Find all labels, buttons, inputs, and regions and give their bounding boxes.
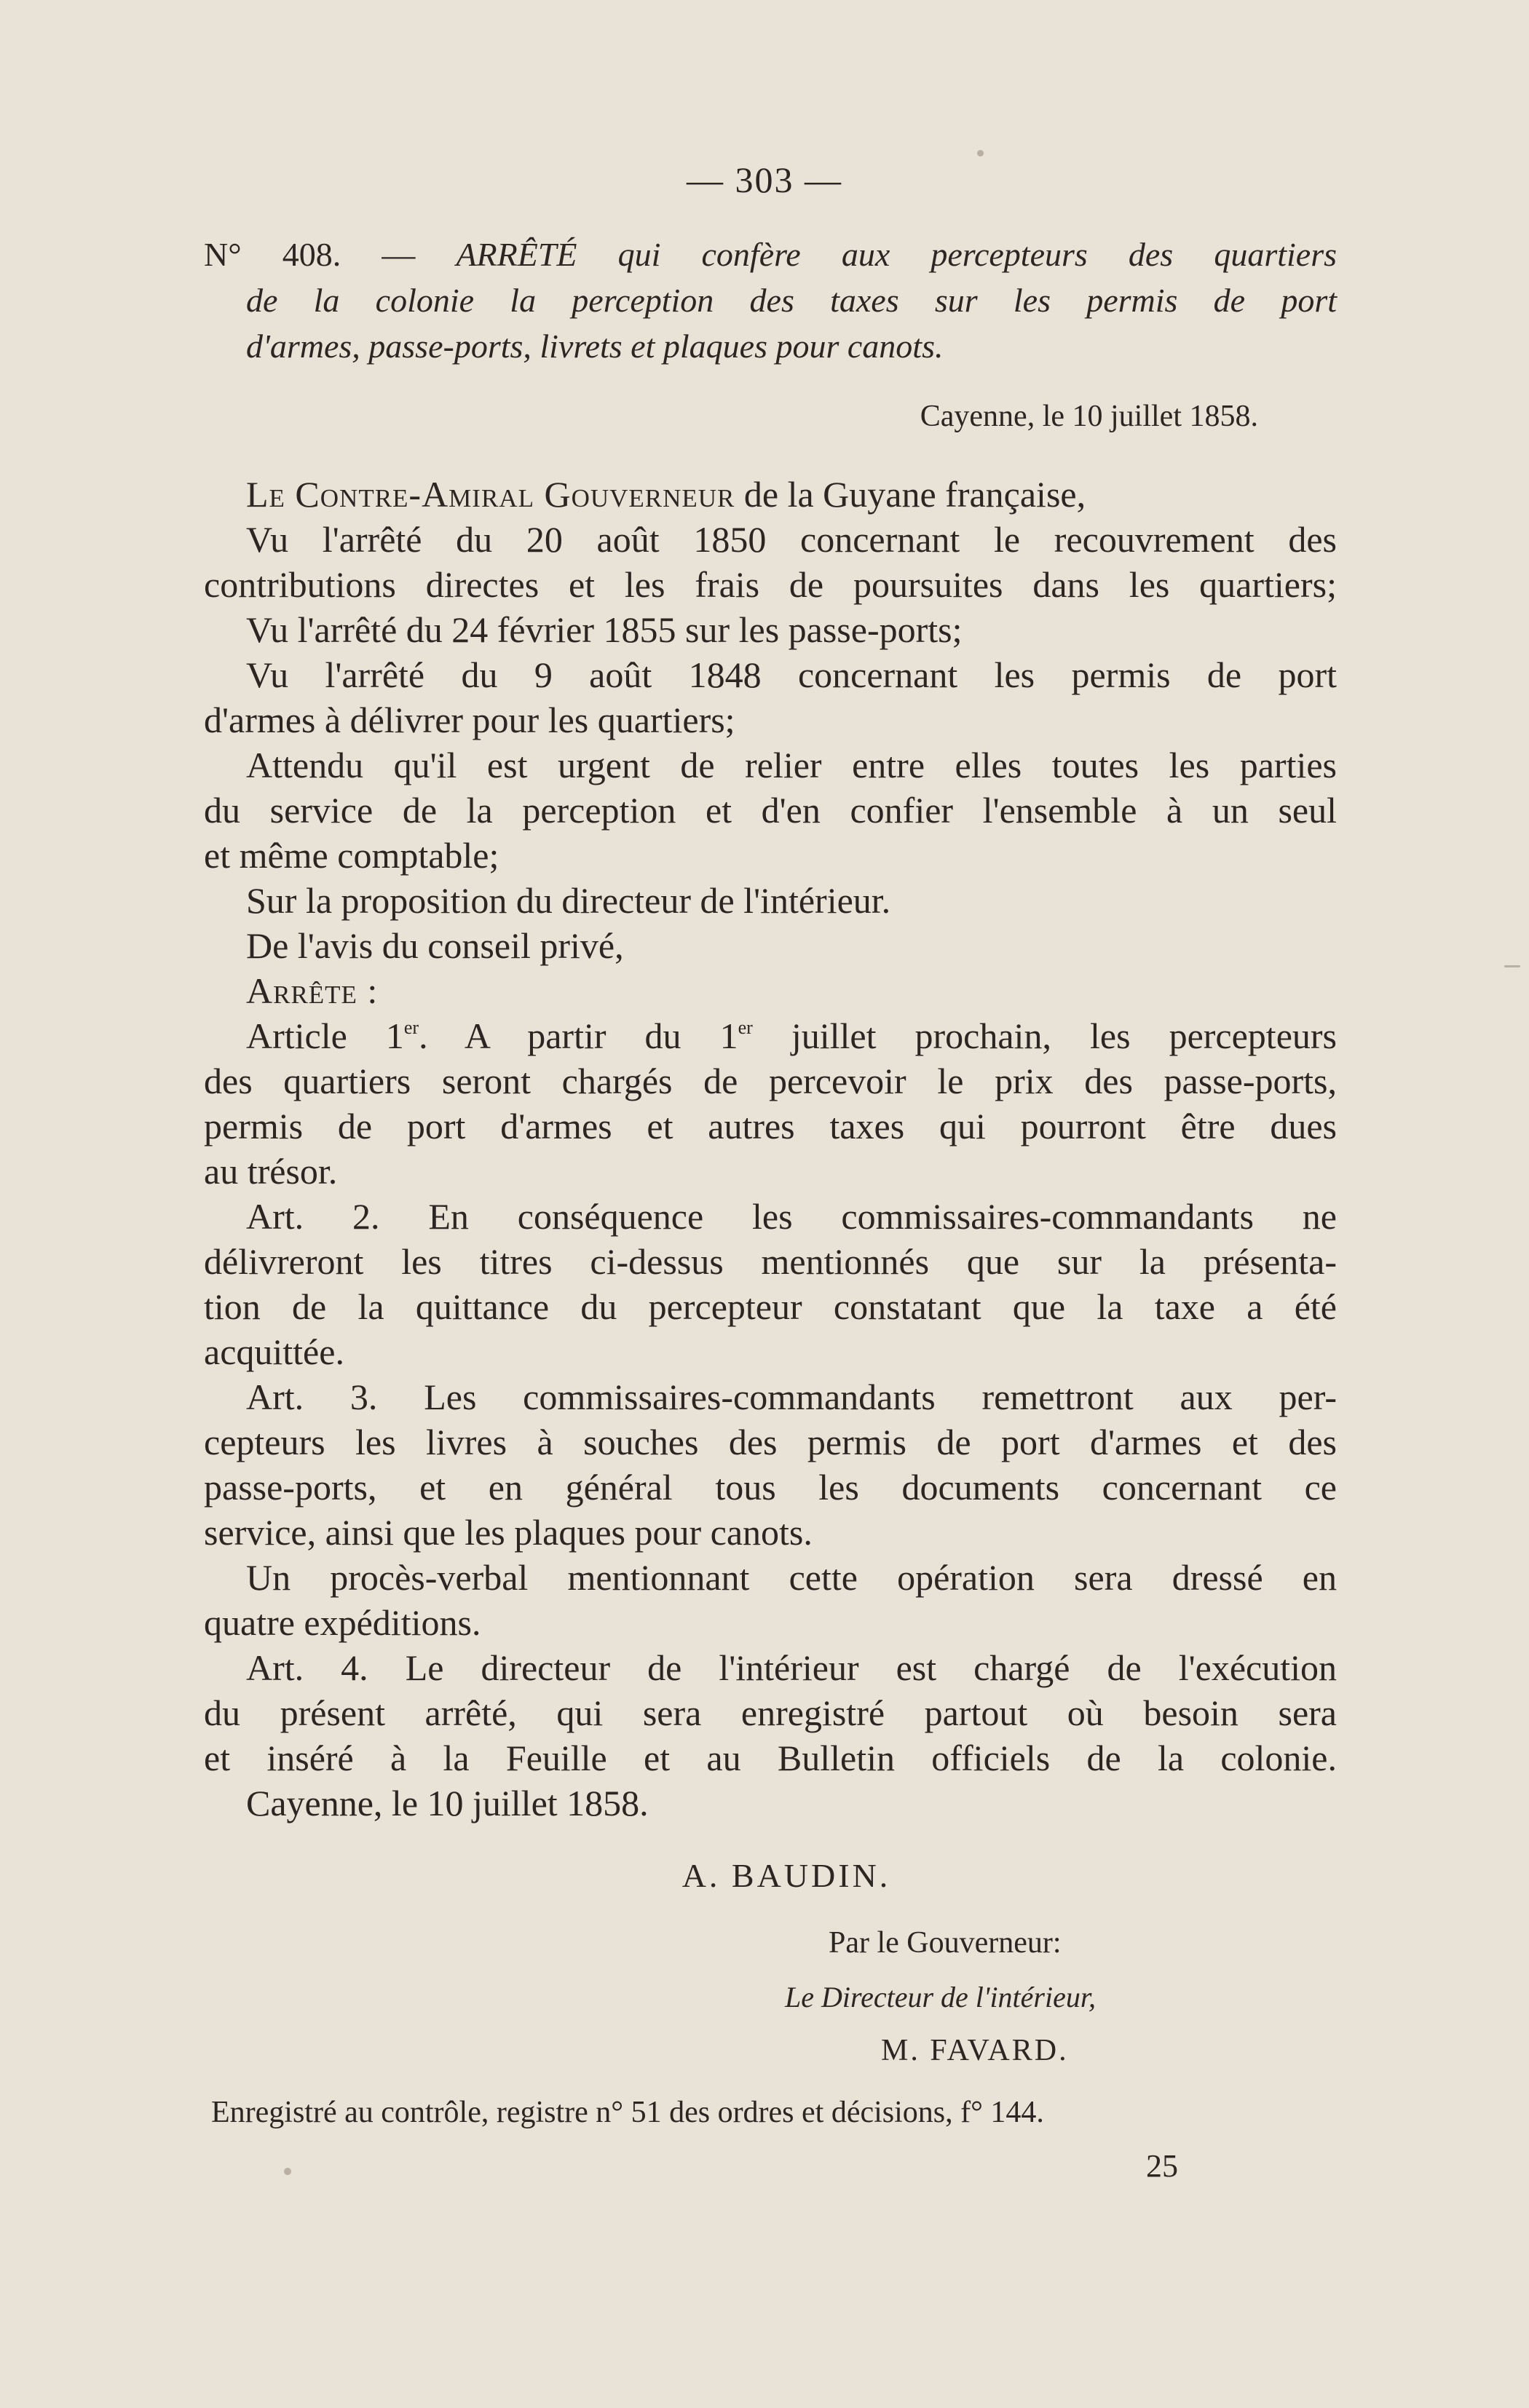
body-line: et inséré à la Feuille et au Bulletin officiels de la colonie. xyxy=(204,1738,1337,1778)
body-line: service, ainsi que les plaques pour canots. xyxy=(204,1512,813,1553)
superscript: er xyxy=(403,1017,419,1038)
decree-body xyxy=(204,472,1337,1826)
registration-note: Enregistré au contrôle, registre n° 51 des ordres et décisions, f° 144. xyxy=(211,2096,1044,2129)
paper-speck xyxy=(1504,965,1520,967)
body-line: quatre expéditions. xyxy=(204,1602,481,1643)
body-line: acquittée. xyxy=(204,1331,344,1372)
closing-dateline: Cayenne, le 10 juillet 1858. xyxy=(246,1783,649,1823)
body-line: tion de la quittance du percepteur constatant que la taxe a été xyxy=(204,1286,1337,1327)
superscript: er xyxy=(738,1017,753,1038)
paper-speck xyxy=(977,150,984,157)
signatory-role: Le Directeur de l'intérieur, xyxy=(785,1981,1096,2013)
article-3-line: Art. 3. Les commissaires-commandants remettront aux per- xyxy=(246,1377,1337,1417)
decree-number: N° 408. — xyxy=(204,236,416,273)
signatory-name: A. BAUDIN. xyxy=(681,1857,891,1894)
page-number: — 303 — xyxy=(687,159,842,200)
paper-speck xyxy=(284,2168,291,2175)
printer-signature-mark: 25 xyxy=(1146,2148,1178,2184)
title-line-3: d'armes, passe-ports, livrets et plaques pour canots. xyxy=(246,328,944,365)
body-line: des quartiers seront chargés de percevoir le prix des passe-ports, xyxy=(204,1061,1337,1101)
article-1-text-a: Article 1 xyxy=(246,1015,404,1056)
article-4-line: Art. 4. Le directeur de l'intérieur est chargé de l'exécution xyxy=(246,1647,1337,1688)
body-line: Vu l'arrêté du 20 août 1850 concernant le recouvrement des xyxy=(246,519,1337,560)
body-line: cepteurs les livres à souches des permis de port d'armes et des xyxy=(204,1422,1337,1462)
article-1-text-b: . A partir du 1 xyxy=(419,1015,738,1056)
body-line: délivreront les titres ci-dessus mentionnés que sur la présenta- xyxy=(204,1241,1337,1282)
body-line: Vu l'arrêté du 9 août 1848 concernant les permis de port xyxy=(246,654,1337,695)
dateline: Cayenne, le 10 juillet 1858. xyxy=(920,400,1258,433)
authority-title: Le Contre-Amiral Gouverneur xyxy=(246,474,735,515)
body-line: contributions directes et les frais de poursuites dans les quartiers; xyxy=(204,564,1337,605)
title-text-1: ARRÊTÉ qui confère aux percepteurs des quartiers xyxy=(456,236,1337,273)
title-line-2: de la colonie la perception des taxes sur les permis de port xyxy=(246,282,1337,319)
body-line: Un procès-verbal mentionnant cette opération sera dressé en xyxy=(246,1557,1337,1598)
signatory-minister: M. FAVARD. xyxy=(881,2034,1069,2067)
body-line: passe-ports, et en général tous les documents concernant ce xyxy=(204,1467,1337,1508)
body-line: du présent arrêté, qui sera enregistré partout où besoin sera xyxy=(204,1692,1337,1733)
body-line: du service de la perception et d'en confier l'ensemble à un seul xyxy=(204,790,1337,831)
signatory-by: Par le Gouverneur: xyxy=(829,1926,1062,1960)
decree-title xyxy=(204,231,1337,369)
body-line: Attendu qu'il est urgent de relier entre elles toutes les parties xyxy=(246,745,1337,785)
title-line-1 xyxy=(204,231,1337,277)
body-line: Vu l'arrêté du 24 février 1855 sur les passe-ports; xyxy=(246,609,963,650)
article-2-line: Art. 2. En conséquence les commissaires-commandants ne xyxy=(246,1196,1337,1237)
article-1-line xyxy=(204,1013,1337,1058)
article-1-text-c: juillet prochain, les percepteurs xyxy=(752,1015,1337,1056)
body-line: De l'avis du conseil privé, xyxy=(246,925,624,966)
authority-rest: de la Guyane française, xyxy=(735,474,1086,515)
body-line: et même comptable; xyxy=(204,835,499,876)
body-line: d'armes à délivrer pour les quartiers; xyxy=(204,700,735,740)
body-line: au trésor. xyxy=(204,1151,338,1192)
authority-line xyxy=(204,472,1337,517)
arrete-heading: Arrête : xyxy=(246,970,379,1011)
body-line: Sur la proposition du directeur de l'intérieur. xyxy=(246,880,891,921)
body-line: permis de port d'armes et autres taxes qui pourront être dues xyxy=(204,1106,1337,1146)
